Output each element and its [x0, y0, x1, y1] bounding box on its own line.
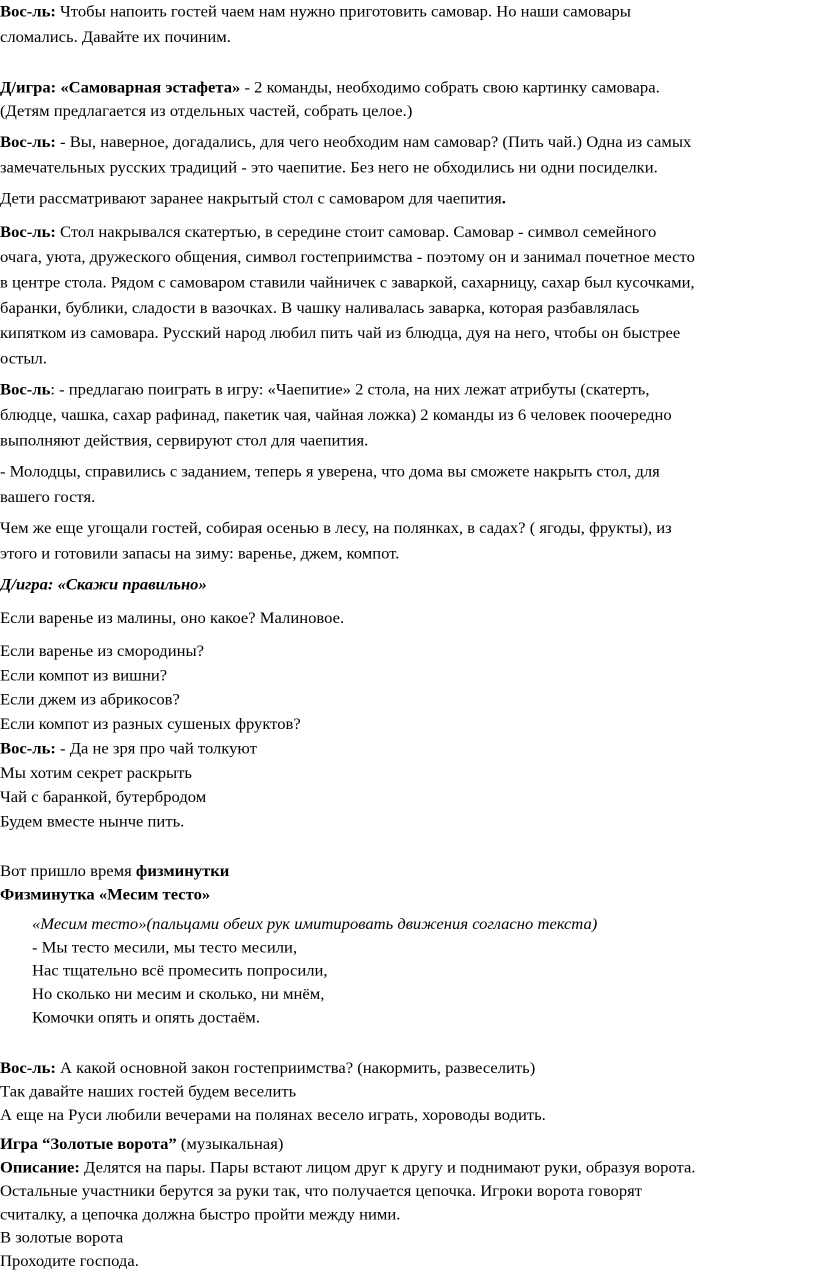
speaker-label: Вос-ль:	[0, 1, 56, 21]
paragraph-line: кипятком из самовара. Русский народ любил пить чай из блюдца, дуя на него, чтобы он быстрее	[0, 323, 681, 343]
game-title: Д/игра: «Скажи правильно»	[0, 575, 207, 594]
poem-line: Чай с баранкой, бутербродом	[0, 787, 207, 807]
game-title: Д/игра: «Самоварная эстафета»	[0, 77, 241, 97]
paragraph-line: баранки, бублики, сладости в вазочках. В чашку наливалась заварка, которая разбавлялась	[0, 298, 640, 317]
paragraph-line: Чем же еще угощали гостей, собирая осенью в лесу, на полянках, в садах? ( ягоды, фрукты), из	[0, 518, 672, 538]
section-title: Физминутка «Месим тесто»	[0, 885, 211, 904]
poem-line: Будем вместе нынче пить.	[0, 811, 185, 831]
question-line: Если джем из абрикосов?	[0, 690, 180, 709]
paragraph-line: Вос-ль: Стол накрывался скатертью, в середине стоит самовар. Самовар - символ семейного	[0, 222, 657, 241]
paragraph-line: вашего гостя.	[0, 487, 96, 506]
paragraph-line: Так давайте наших гостей будем веселить	[0, 1081, 297, 1101]
exercise-subtitle: «Месим тесто»(пальцами обеих рук имитировать движения согласно текста)	[32, 914, 598, 933]
paragraph-line: Вос-ль: - Вы, наверное, догадались, для чего необходим нам самовар? (Пить чай.) Одна из самых	[0, 132, 692, 152]
exercise-line: Комочки опять и опять достаём.	[32, 1007, 260, 1027]
paragraph-line: Вос-ль: А какой основной закон гостеприимства? (накормить, развеселить)	[0, 1058, 536, 1078]
poem-line: Мы хотим секрет раскрыть	[0, 763, 192, 782]
speaker-label: Вос-ль:	[0, 222, 56, 241]
speaker-label: Вос-ль:	[0, 132, 56, 152]
paragraph-line: (Детям предлагается из отдельных частей, собрать целое.)	[0, 101, 413, 120]
paragraph-line: Описание: Делятся на пары. Пары встают лицом друг к другу и поднимают руки, образуя ворота.	[0, 1157, 696, 1177]
exercise-line: - Мы тесто месили, мы тесто месили,	[32, 937, 298, 957]
question-line: Если компот из разных сушеных фруктов?	[0, 714, 301, 733]
paragraph-line: в центре стола. Рядом с самоваром ставили чайничек с заваркой, сахарницу, сахар был кусочками,	[0, 272, 695, 292]
exercise-line: Нас тщательно всё промесить попросили,	[32, 961, 328, 980]
paragraph-line: очага, уюта, дружеского общения, символ гостеприимства - поэтому он и занимал почетное место	[0, 247, 695, 267]
game-title: Игра “Золотые ворота” (музыкальная)	[0, 1134, 284, 1154]
question-line: Если компот из вишни?	[0, 665, 168, 685]
paragraph-line: выполняют действия, сервируют стол для чаепития.	[0, 430, 369, 450]
paragraph-line: Д/игра: «Самоварная эстафета» - 2 команды, необходимо собрать свою картинку самовара.	[0, 77, 660, 97]
paragraph-line: остыл.	[0, 348, 47, 368]
paragraph-line: Вот пришло время физминутки	[0, 861, 230, 881]
paragraph-line: Если варенье из малины, оно какое? Малиновое.	[0, 608, 345, 627]
paragraph-line: этого и готовили запасы на зиму: варенье, джем, компот.	[0, 543, 400, 563]
paragraph-line: блюдце, чашка, сахар рафинад, пакетик чая, чайная ложка) 2 команды из 6 человек поочередно	[0, 405, 672, 424]
paragraph-line: Дети рассматривают заранее накрытый стол с самоваром для чаепития.	[0, 189, 506, 208]
speaker-label: Вос-ль:	[0, 738, 56, 758]
rhyme-line: Проходите господа.	[0, 1251, 139, 1270]
paragraph-line: Остальные участники берутся за руки так, что получается цепочка. Игроки ворота говорят	[0, 1181, 643, 1200]
speaker-label: Вос-ль	[0, 380, 51, 399]
description-label: Описание:	[0, 1157, 80, 1177]
paragraph-line: Вос-ль: - предлагаю поиграть в игру: «Чаепитие» 2 стола, на них лежат атрибуты (скатерть,	[0, 380, 650, 399]
rhyme-line: В золотые ворота	[0, 1228, 124, 1247]
paragraph-line: А еще на Руси любили вечерами на полянах весело играть, хороводы водить.	[0, 1105, 546, 1124]
poem-line: Вос-ль: - Да не зря про чай толкуют	[0, 738, 257, 758]
paragraph-line: считалку, а цепочка должна быстро пройти между ними.	[0, 1204, 401, 1224]
exercise-line: Но сколько ни месим и сколько, ни мнём,	[32, 984, 325, 1003]
question-line: Если варенье из смородины?	[0, 641, 204, 660]
paragraph-line: - Молодцы, справились с заданием, теперь я уверена, что дома вы сможете накрыть стол, для	[0, 461, 660, 481]
paragraph-line: замечательных русских традиций - это чаепитие. Без него не обходились ни одни посиделки.	[0, 157, 658, 177]
speaker-label: Вос-ль:	[0, 1058, 56, 1078]
paragraph-line: Вос-ль: Чтобы напоить гостей чаем нам нужно приготовить самовар. Но наши самовары	[0, 1, 631, 21]
paragraph-line: сломались. Давайте их починим.	[0, 27, 231, 46]
